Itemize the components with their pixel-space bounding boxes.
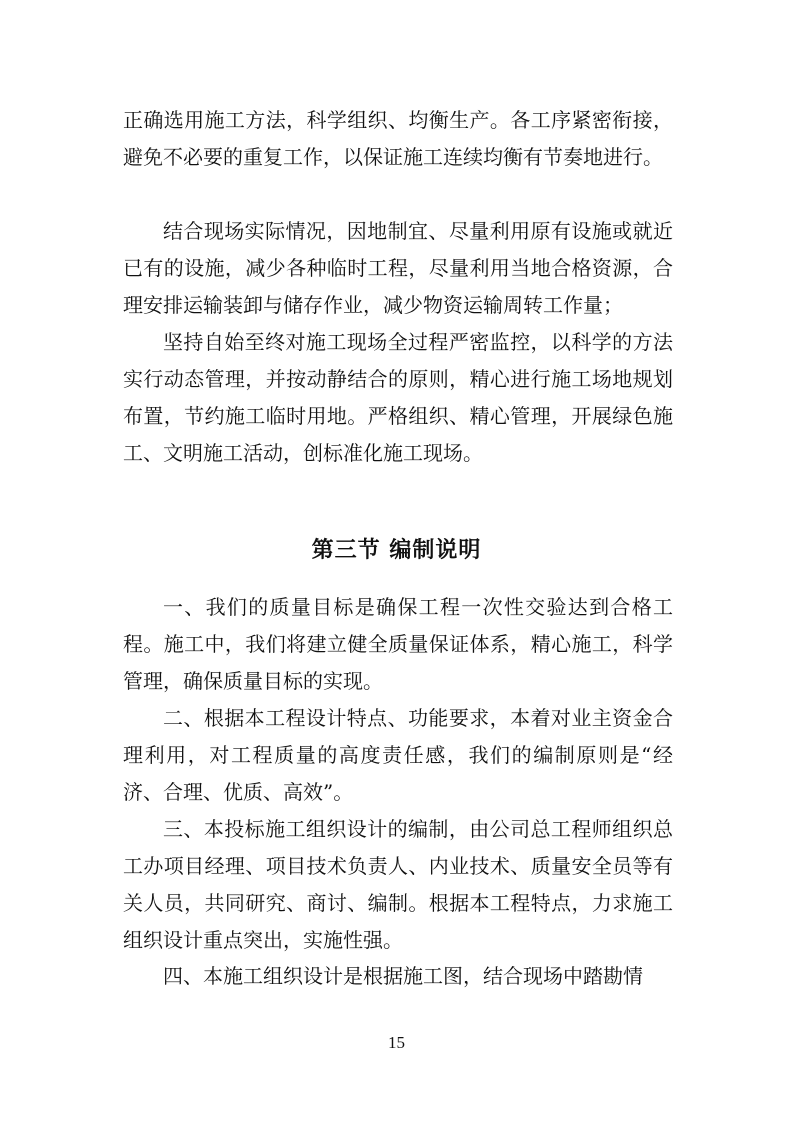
section-heading: 第三节 编制说明: [311, 538, 482, 563]
paragraph: 四、本施工组织设计是根据施工图，结合现场中踏勘情: [163, 964, 643, 988]
paragraph: 坚持自始至终对施工现场全过程严密监控，以科学的方法实行动态管理，并按动静结合的原则，精心进行施工场地规划布置，节约施工临时用地。严格组织、精心管理，开展绿色施工、文明施工活动，创标准化施工现场。: [123, 330, 673, 465]
page-number: 15: [388, 1033, 405, 1052]
paragraph: 一、我们的质量目标是确保工程一次性交验达到合格工程。施工中，我们将建立健全质量保证体系，精心施工，科学管理，确保质量目标的实现。: [123, 595, 673, 693]
paragraph-continuation: 正确选用施工方法，科学组织、均衡生产。各工序紧密衔接，避免不必要的重复工作，以保证施工连续均衡有节奏地进行。: [123, 108, 673, 169]
paragraph: 结合现场实际情况，因地制宜、尽量利用原有设施或就近已有的设施，减少各种临时工程，尽量利用当地合格资源，合理安排运输装卸与储存作业，减少物资运输周转工作量；: [123, 219, 673, 317]
paragraph: 三、本投标施工组织设计的编制，由公司总工程师组织总工办项目经理、项目技术负责人、内业技术、质量安全员等有关人员，共同研究、商讨、编制。根据本工程特点，力求施工组织设计重点突出，实施性强。: [123, 817, 673, 952]
paragraph: 二、根据本工程设计特点、功能要求，本着对业主资金合理利用，对工程质量的高度责任感，我们的编制原则是“经济、合理、优质、高效”。: [123, 706, 673, 804]
